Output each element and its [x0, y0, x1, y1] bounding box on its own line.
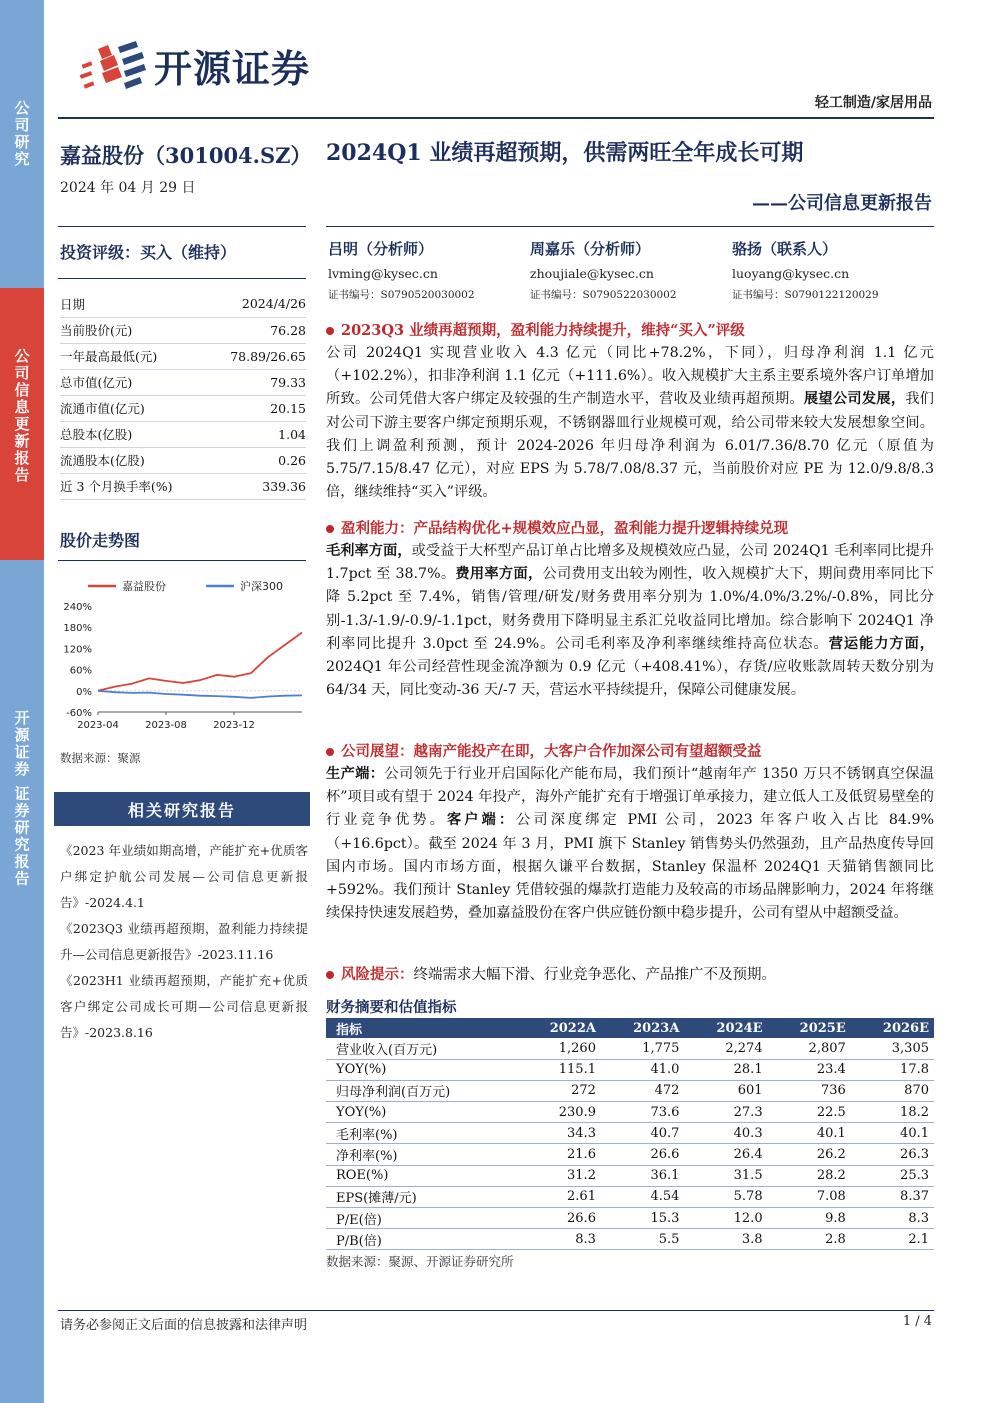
risk-text: 终端需求大幅下滑、行业竞争恶化、产品推广不及预期。 [413, 967, 776, 983]
paragraph-text: 公司 2024Q1 实现营业收入 4.3 亿元（同比+78.2%，下同），归母净利润 1.1 亿元（+102.2%），扣非净利润 1.1 亿元（+111.6%）。收入规模扩大主系主要系境外客户订单增加所致。公司凭借大客户绑定及较强的生产制造水平，营收及业绩再超预期。 [326, 345, 934, 408]
finance-metric-label: ROE(%) [326, 1165, 518, 1186]
price-chart-title: 股价走势图 [60, 531, 141, 550]
footer-disclaimer[interactable]: 请务必参阅正文后面的信息披露和法律声明 [60, 1318, 308, 1333]
risk-line [326, 964, 934, 986]
finance-value: 31.2 [518, 1165, 601, 1186]
finance-value: 4.54 [601, 1186, 684, 1207]
paragraph-emphasis: 营运能力方面， [828, 635, 934, 652]
finance-value: 9.8 [768, 1208, 851, 1229]
finance-value: 36.1 [601, 1165, 684, 1186]
section-risk [326, 964, 934, 986]
analyst-name: 骆扬（联系人） [732, 240, 838, 258]
section-paragraph [326, 763, 934, 925]
side-band-middle [0, 288, 44, 560]
bullet-icon [326, 971, 334, 979]
kysec-logo-icon [78, 41, 146, 91]
finance-value: 40.3 [684, 1123, 767, 1144]
analyst-3 [732, 238, 879, 302]
market-row [60, 447, 306, 473]
finance-value: 2.8 [768, 1229, 851, 1250]
legend-label: 嘉益股份 [122, 580, 166, 593]
market-value: 79.33 [207, 369, 306, 395]
finance-value: 41.0 [601, 1059, 684, 1080]
related-reports-list [60, 838, 308, 1046]
chart-source: 数据来源：聚源 [60, 751, 141, 765]
finance-metric-label: 净利率(%) [326, 1144, 518, 1165]
market-value: 76.28 [207, 317, 306, 343]
section-outlook [326, 741, 934, 925]
market-row [60, 343, 306, 369]
market-row [60, 395, 306, 421]
finance-metric-label: P/B(倍) [326, 1229, 518, 1250]
series-line [98, 633, 302, 691]
finance-row [326, 1208, 934, 1229]
brand-logo [78, 38, 310, 93]
finance-row [326, 1123, 934, 1144]
section-profitability [326, 518, 934, 702]
finance-value: 8.3 [851, 1208, 934, 1229]
analyst-name: 周嘉乐（分析师） [530, 240, 651, 258]
finance-value: 2,274 [684, 1038, 767, 1059]
market-label: 流通股本(亿股) [60, 447, 207, 473]
market-row [60, 317, 306, 343]
side-band-middle-label: 公司信息更新报告 [12, 348, 31, 484]
finance-value: 23.4 [768, 1059, 851, 1080]
finance-value: 40.1 [768, 1123, 851, 1144]
finance-value: 8.37 [851, 1186, 934, 1207]
finance-value: 25.3 [851, 1165, 934, 1186]
market-value: 1.04 [207, 421, 306, 447]
side-band-bottom-label: 开源证券 证券研究报告 [12, 710, 31, 888]
finance-value: 40.7 [601, 1123, 684, 1144]
related-reports-header [54, 792, 310, 826]
finance-value: 26.6 [518, 1208, 601, 1229]
finance-value: 26.2 [768, 1144, 851, 1165]
finance-value: 26.6 [601, 1144, 684, 1165]
finance-metric-label: 营业收入(百万元) [326, 1038, 518, 1059]
analyst-email[interactable]: luoyang@kysec.cn [732, 266, 850, 281]
side-band-top [0, 0, 44, 288]
industry-label: 轻工制造/家居用品 [814, 95, 932, 111]
finance-row [326, 1165, 934, 1186]
related-reports-title: 相关研究报告 [127, 800, 236, 820]
paragraph-emphasis: 客户端： [447, 812, 517, 829]
finance-table [326, 1018, 934, 1250]
finance-value: 3,305 [851, 1038, 934, 1059]
finance-row [326, 1186, 934, 1207]
finance-value: 17.8 [851, 1059, 934, 1080]
company-name: 嘉益股份（301004.SZ） [60, 143, 312, 168]
finance-value: 5.78 [684, 1186, 767, 1207]
section-heading-text: 2023Q3 业绩再超预期，盈利能力持续提升，维持“买入”评级 [341, 322, 745, 339]
finance-value: 115.1 [518, 1059, 601, 1080]
section-heading [326, 518, 934, 540]
x-tick-label: 2023-04 [77, 720, 119, 731]
finance-value: 26.3 [851, 1144, 934, 1165]
market-label: 当前股价(元) [60, 317, 207, 343]
report-subtitle: ——公司信息更新报告 [752, 193, 932, 214]
left-divider-3 [58, 560, 306, 561]
y-tick-label: 240% [63, 602, 92, 613]
paragraph-emphasis: 生产端： [326, 766, 385, 782]
side-band-top-label: 公司研究 [12, 100, 31, 168]
finance-value: 870 [851, 1080, 934, 1101]
analyst-cert: 证书编号：S0790520030002 [328, 289, 475, 301]
market-row [60, 291, 306, 317]
series-line [98, 691, 302, 698]
finance-row [326, 1080, 934, 1101]
investment-rating: 投资评级：买入（维持） [60, 243, 237, 262]
finance-value: 1,260 [518, 1038, 601, 1059]
section-paragraph [326, 540, 934, 702]
finance-row [326, 1038, 934, 1059]
finance-value: 230.9 [518, 1102, 601, 1123]
market-label: 流通市值(亿元) [60, 395, 207, 421]
footer-divider [58, 1310, 934, 1311]
finance-value: 15.3 [601, 1208, 684, 1229]
finance-row [326, 1229, 934, 1250]
related-report-item[interactable]: 《2023H1 业绩再超预期，产能扩充+优质客户绑定公司成长可期—公司信息更新报告》-2023.8.16 [60, 973, 308, 1040]
market-value: 0.26 [207, 447, 306, 473]
page-number: 1 / 4 [902, 1314, 932, 1329]
left-divider-1 [58, 226, 306, 227]
related-report-item[interactable]: 《2023 年业绩如期高增，产能扩充+优质客户绑定护航公司发展—公司信息更新报告》-2024.4.1 [60, 843, 308, 910]
finance-value: 3.8 [684, 1229, 767, 1250]
market-value: 339.36 [207, 473, 306, 499]
finance-value: 34.3 [518, 1123, 601, 1144]
paragraph-text: 2024Q1 年公司经营性现金流净额为 0.9 亿元（+408.41%），存货/应收账款周转天数分别为 64/34 天，同比变动-36 天/-7 天，营运水平持续提升，保障公司健康发展。 [326, 659, 934, 699]
paragraph-emphasis: 展望公司发展， [803, 391, 906, 408]
paragraph-text: 公司深度绑定 PMI 公司，2023 年客户收入占比 84.9%（+16.6pct）。截至 2024 年 3 月，PMI 旗下 Stanley 销售势头仍然强劲，且产品热度传导回国内市场。国内市场方面，根据久谦平台数据，Stanley 保温杯 2024Q1 天猫销售额同比+592%。我们预计 Stanley 凭借较强的爆款打造能力及较高的市场品牌影响力，2024 年将继续保持快速发展趋势，叠加嘉益股份在客户供应链份额中稳步提升，公司有望从中超额受益。 [326, 812, 934, 922]
paragraph-emphasis: 费用率方面， [455, 566, 543, 583]
finance-value: 2.1 [851, 1229, 934, 1250]
finance-value: 26.4 [684, 1144, 767, 1165]
section-heading-text: 公司展望：越南产能投产在即，大客户合作加深公司有望超额受益 [341, 743, 762, 760]
y-tick-label: -60% [66, 708, 92, 719]
finance-value: 1,775 [601, 1038, 684, 1059]
related-report-item[interactable]: 《2023Q3 业绩再超预期，盈利能力持续提升—公司信息更新报告》-2023.11.16 [60, 921, 308, 962]
finance-header-cell: 2026E [851, 1018, 934, 1038]
finance-table-title: 财务摘要和估值指标 [326, 999, 457, 1016]
header-divider [58, 117, 934, 119]
finance-header-cell: 指标 [326, 1018, 518, 1038]
analyst-name: 吕明（分析师） [328, 240, 434, 258]
finance-metric-label: P/E(倍) [326, 1208, 518, 1229]
section-rating [326, 320, 934, 504]
paragraph-text: 或受益于大杯型产品订单占比增多及规模效应凸显，公司 2024Q1 毛利率同比提升 1.7pct 至 38.7%。 [326, 543, 934, 583]
finance-value: 22.5 [768, 1102, 851, 1123]
analyst-2 [530, 238, 677, 302]
finance-value: 21.6 [518, 1144, 601, 1165]
paragraph-text: 我们对公司下游主要客户绑定预期乐观，不锈钢器皿行业规模可观，给公司带来较大发展想象空间。我们上调盈利预测，预计 2024-2026 年归母净利润为 6.01/7.36/8.70 亿元（原值为 5.75/7.15/8.47 亿元），对应 EPS 为 5.78/7.08/8.37 元，当前股价对应 PE 为 12.0/9.8/8.3 倍，继续维持“买入”评级。 [326, 391, 934, 501]
x-tick-label: 2023-12 [213, 720, 255, 731]
section-paragraph [326, 342, 934, 504]
y-tick-label: 120% [63, 644, 92, 656]
side-band-bottom [0, 560, 44, 1403]
finance-value: 73.6 [601, 1102, 684, 1123]
finance-header-cell: 2025E [768, 1018, 851, 1038]
market-value: 2024/4/26 [207, 291, 306, 317]
y-tick-label: 180% [63, 623, 92, 635]
finance-row [326, 1144, 934, 1165]
finance-value: 18.2 [851, 1102, 934, 1123]
market-label: 总股本(亿股) [60, 421, 207, 447]
finance-header-cell: 2022A [518, 1018, 601, 1038]
analyst-cert: 证书编号：S0790522030002 [530, 289, 677, 301]
x-tick-label: 2023-08 [145, 720, 187, 731]
finance-value: 2,807 [768, 1038, 851, 1059]
finance-value: 12.0 [684, 1208, 767, 1229]
brand-name: 开源证券 [154, 47, 311, 91]
finance-metric-label: YOY(%) [326, 1059, 518, 1080]
market-label: 总市值(亿元) [60, 369, 207, 395]
section-heading-text: 盈利能力：产品结构优化+规模效应凸显，盈利能力提升逻辑持续兑现 [341, 520, 789, 537]
market-data-table [60, 291, 306, 500]
finance-value: 472 [601, 1080, 684, 1101]
market-value: 78.89/26.65 [207, 343, 306, 369]
finance-value: 27.3 [684, 1102, 767, 1123]
market-row [60, 369, 306, 395]
finance-row [326, 1059, 934, 1080]
bullet-icon [326, 327, 334, 335]
price-chart [60, 570, 306, 738]
analyst-cert: 证书编号：S0790122120029 [732, 289, 879, 301]
paragraph-emphasis: 毛利率方面， [326, 543, 412, 559]
legend-label: 沪深300 [240, 580, 283, 593]
finance-header-cell: 2024E [684, 1018, 767, 1038]
paragraph-text: 公司费用支出较为刚性，收入规模扩大下，期间费用率同比下降 5.2pct 至 7.4%，销售/管理/研发/财务费用率分别为 1.0%/4.0%/3.2%/-0.8%，同比分别-1.3/-1.9/-0.9/-1.1pct，财务费用下降明显主系汇兑收益同比增加。综合影响下 2024Q1 净利率同比提升 3.0pct 至 24.9%。公司毛利率及净利率继续维持高位状态。 [326, 566, 934, 652]
y-tick-label: 0% [76, 686, 92, 698]
finance-metric-label: 毛利率(%) [326, 1123, 518, 1144]
bullet-icon [326, 525, 334, 533]
finance-value: 2.61 [518, 1186, 601, 1207]
market-row [60, 473, 306, 499]
y-tick-label: 60% [69, 665, 92, 677]
analyst-email[interactable]: zhoujiale@kysec.cn [530, 266, 654, 281]
market-value: 20.15 [207, 395, 306, 421]
left-divider-2 [58, 278, 306, 279]
finance-value: 736 [768, 1080, 851, 1101]
finance-metric-label: YOY(%) [326, 1102, 518, 1123]
finance-header-cell: 2023A [601, 1018, 684, 1038]
report-date: 2024 年 04 月 29 日 [60, 180, 196, 196]
finance-value: 28.2 [768, 1165, 851, 1186]
risk-label: 风险提示： [341, 966, 414, 983]
finance-value: 40.1 [851, 1123, 934, 1144]
section-heading [326, 741, 934, 763]
finance-metric-label: 归母净利润(百万元) [326, 1080, 518, 1101]
bullet-icon [326, 748, 334, 756]
finance-value: 5.5 [601, 1229, 684, 1250]
section-heading [326, 320, 934, 342]
market-label: 日期 [60, 291, 207, 317]
paragraph-text: 公司领先于行业开启国际化产能布局，我们预计“越南年产 1350 万只不锈钢真空保温杯”项目或有望于 2024 年投产，海外产能扩充有于增强订单承接力，建立低人工及低贸易壁垒的行业竞争优势。 [326, 766, 934, 829]
finance-value: 601 [684, 1080, 767, 1101]
finance-row [326, 1102, 934, 1123]
finance-value: 8.3 [518, 1229, 601, 1250]
finance-value: 7.08 [768, 1186, 851, 1207]
analyst-1 [328, 238, 475, 302]
market-row [60, 421, 306, 447]
finance-value: 31.5 [684, 1165, 767, 1186]
finance-source: 数据来源：聚源、开源证券研究所 [326, 1254, 514, 1269]
market-label: 一年最高最低(元) [60, 343, 207, 369]
report-headline: 2024Q1 业绩再超预期，供需两旺全年成长可期 [326, 140, 804, 166]
finance-metric-label: EPS(摊薄/元) [326, 1186, 518, 1207]
market-label: 近 3 个月换手率(%) [60, 473, 207, 499]
analyst-email[interactable]: lvming@kysec.cn [328, 266, 438, 281]
finance-value: 272 [518, 1080, 601, 1101]
finance-value: 28.1 [684, 1059, 767, 1080]
main-divider [326, 226, 934, 227]
